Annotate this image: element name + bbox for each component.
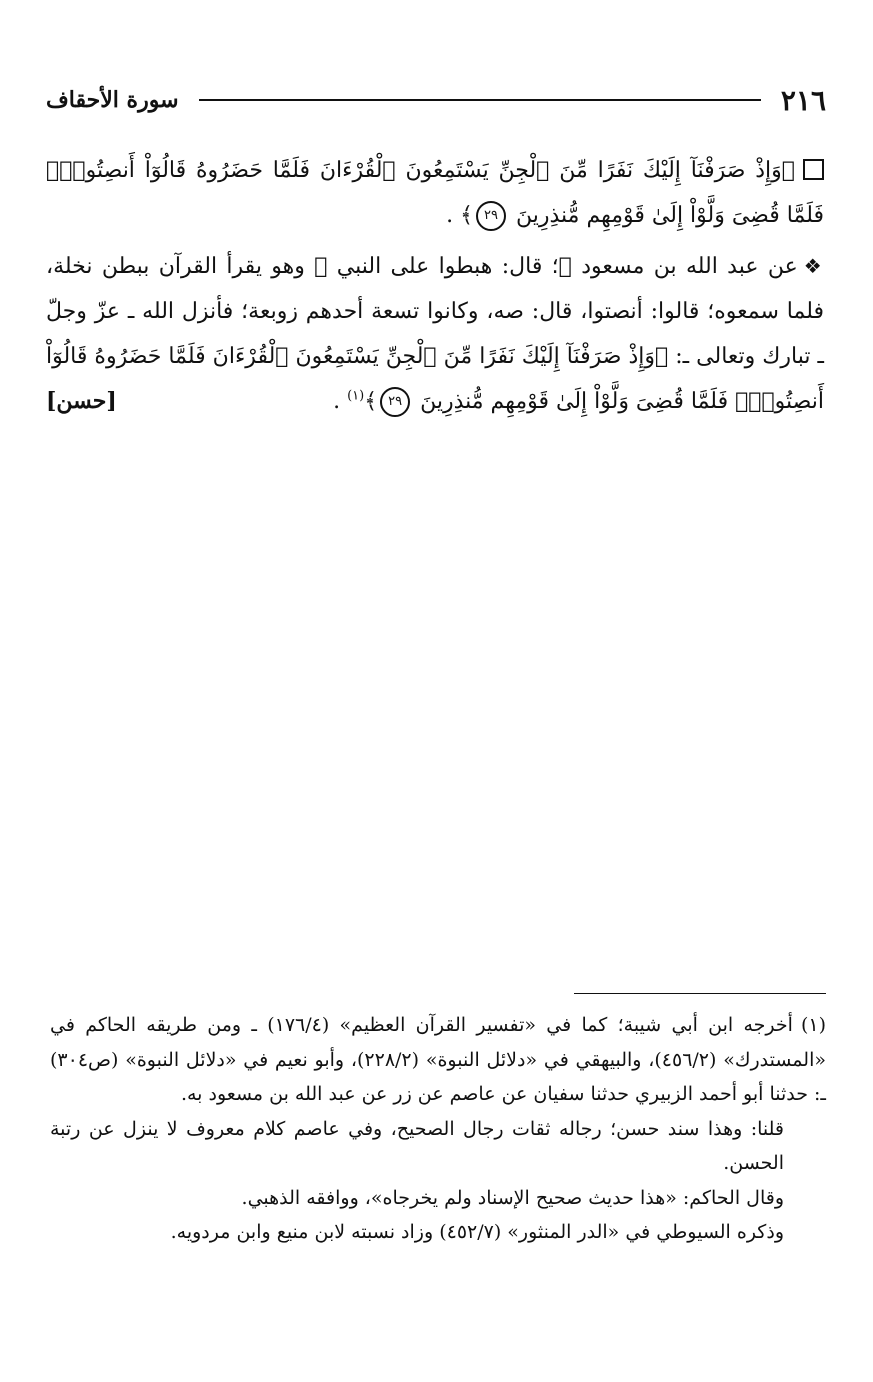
page-header bbox=[46, 80, 826, 120]
header-divider bbox=[199, 99, 761, 101]
page-number: ٢١٦ bbox=[780, 83, 826, 117]
footnote-reference[interactable]: (١) bbox=[347, 388, 365, 404]
sura-title: سورة الأحقاف bbox=[46, 87, 179, 113]
footnote-line: أخرجه ابن أبي شيبة؛ كما في «تفسير القرآن العظيم» (١٧٦/٤) ـ ومن طريقه الحاكم في «المستدرك» (٤٥٦/٢)، والبيهقي في «دلائل النبوة» (٢٢٨/٢)، وأبو نعيم في «دلائل النبوة» (ص٣٠٤) ـ: حدثنا أبو أحمد الزبيري حدثنا سفيان عن عاصم عن زر عن عبد الله بن مسعود به. bbox=[50, 1014, 826, 1105]
hadith-marker-icon: ❖ bbox=[803, 254, 824, 278]
ayah-number-marker: ٢٩ bbox=[476, 201, 506, 231]
verse-paragraph bbox=[46, 148, 824, 238]
footnotes bbox=[50, 1008, 826, 1250]
hadith-end: . bbox=[333, 389, 348, 414]
footnote-divider bbox=[574, 993, 826, 994]
hadith-text: عن عبد الله بن مسعود ﷺ؛ قال: هبطوا على النبي ﷺ وهو يقرأ القرآن ببطن نخلة، فلما سمعوه؛ قالوا: أنصتوا، قال: صه، وكانوا تسعة أحدهم زوبعة؛ فأنزل الله ـ عزّ وجلّ ـ تبارك وتعالى ـ: ﴿وَإِذْ صَرَفْنَآ إِلَيْكَ نَفَرًا مِّنَ ٱلْجِنِّ يَسْتَمِعُونَ ٱلْقُرْءَانَ فَلَمَّا حَضَرُوهُ قَالُوٓاْ أَنصِتُواْۖ فَلَمَّا قُضِىَ وَلَّوْاْ إِلَىٰ قَوْمِهِم مُّنذِرِينَ bbox=[46, 254, 824, 414]
footnote-line: قلنا: وهذا سند حسن؛ رجاله ثقات رجال الصحيح، وفي عاصم كلام معروف لا ينزل عن رتبة الحسن. bbox=[50, 1117, 784, 1174]
main-text bbox=[46, 148, 824, 430]
hadith-paragraph bbox=[46, 244, 824, 424]
hadith-ayah-number-marker: ٢٩ bbox=[380, 387, 410, 417]
verse-closing: ﴾ . bbox=[446, 203, 473, 228]
hadith-verse-closing: ﴾ bbox=[364, 389, 378, 414]
verse-text: ﴿وَإِذْ صَرَفْنَآ إِلَيْكَ نَفَرًا مِّنَ ٱلْجِنِّ يَسْتَمِعُونَ ٱلْقُرْءَانَ فَلَمَّا حَضَرُوهُ قَالُوٓاْ أَنصِتُواْۖ فَلَمَّا قُضِىَ وَلَّوْاْ إِلَىٰ قَوْمِهِم مُّنذِرِينَ bbox=[46, 158, 824, 228]
footnote-line: وذكره السيوطي في «الدر المنثور» (٤٥٢/٧) وزاد نسبته لابن منيع وابن مردويه. bbox=[170, 1221, 784, 1243]
verse-box-icon bbox=[803, 159, 824, 180]
footnote-line: وقال الحاكم: «هذا حديث صحيح الإسناد ولم يخرجاه»، ووافقه الذهبي. bbox=[241, 1186, 784, 1209]
footnote-item bbox=[50, 1008, 826, 1112]
hadith-grade: [حسن] bbox=[46, 388, 117, 414]
footnote-number: (١) bbox=[800, 1014, 826, 1036]
